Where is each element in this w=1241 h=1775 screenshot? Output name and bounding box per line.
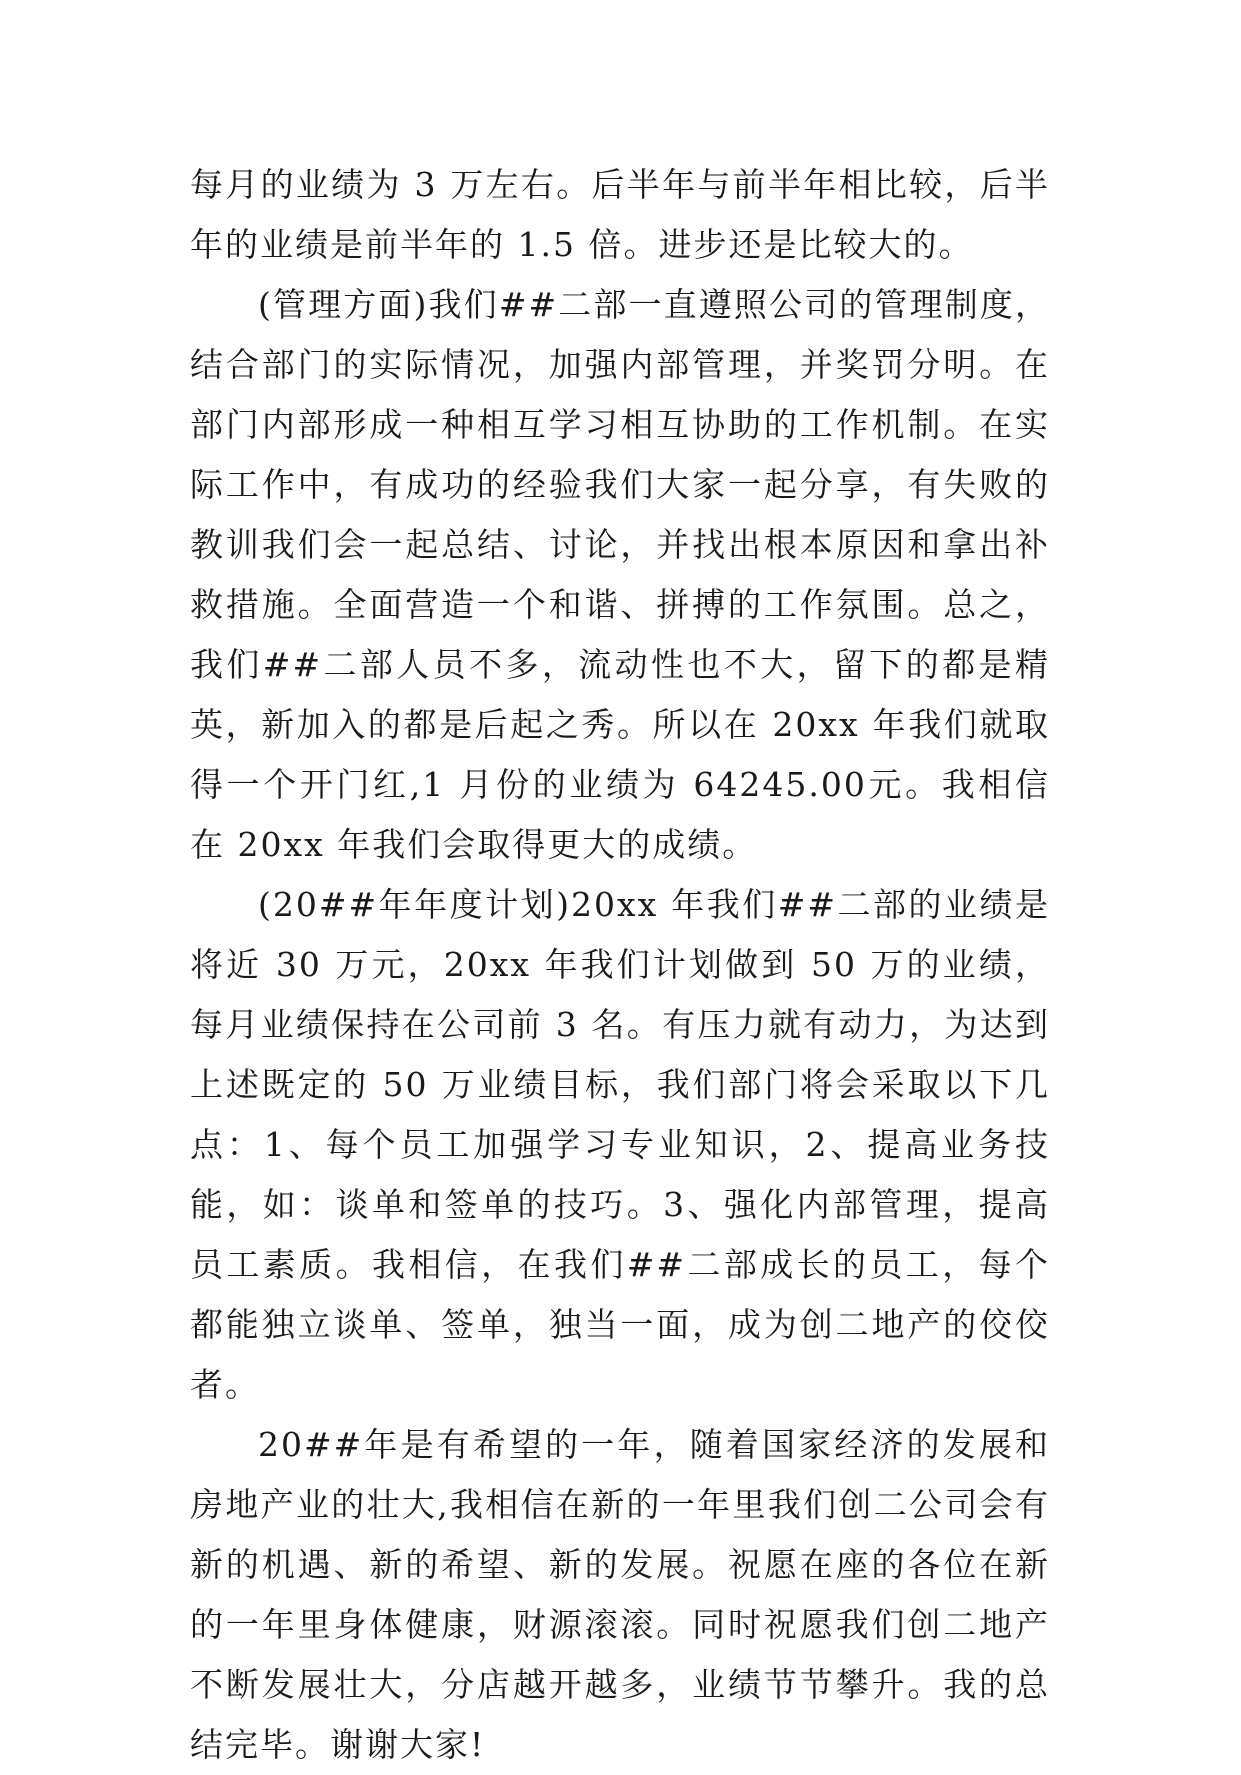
document-body bbox=[190, 155, 1050, 1775]
paragraph-annual-plan: (20##年年度计划)20xx 年我们##二部的业绩是将近 30 万元，20xx 年我们计划做到 50 万的业绩，每月业绩保持在公司前 3 名。有压力就有动力，为达到上述既定的 50 万业绩目标，我们部门将会采取以下几点：1、每个员工加强学习专业知识，2、提高业务技能，如：谈单和签单的技巧。3、强化内部管理，提高员工素质。我相信，在我们##二部成长的员工，每个都能独立谈单、签单，独当一面，成为创二地产的佼佼者。 bbox=[190, 885, 1050, 1404]
paragraph-management: (管理方面)我们##二部一直遵照公司的管理制度，结合部门的实际情况，加强内部管理，并奖罚分明。在部门内部形成一种相互学习相互协助的工作机制。在实际工作中，有成功的经验我们大家一起分享，有失败的教训我们会一起总结、讨论，并找出根本原因和拿出补救措施。全面营造一个和谐、拼搏的工作氛围。总之，我们##二部人员不多，流动性也不大，留下的都是精英，新加入的都是后起之秀。所以在 20xx 年我们就取得一个开门红,1 月份的业绩为 64245.00元。我相信在 20xx 年我们会取得更大的成绩。 bbox=[190, 285, 1050, 864]
paragraph-closing: 20##年是有希望的一年，随着国家经济的发展和房地产业的壮大,我相信在新的一年里我们创二公司会有新的机遇、新的希望、新的发展。祝愿在座的各位在新的一年里身体健康，财源滚滚。同时祝愿我们创二地产不断发展壮大，分店越开越多，业绩节节攀升。我的总结完毕。谢谢大家! bbox=[190, 1425, 1050, 1764]
paragraph-performance-continued: 每月的业绩为 3 万左右。后半年与前半年相比较，后半年的业绩是前半年的 1.5 倍。进步还是比较大的。 bbox=[190, 165, 1050, 264]
